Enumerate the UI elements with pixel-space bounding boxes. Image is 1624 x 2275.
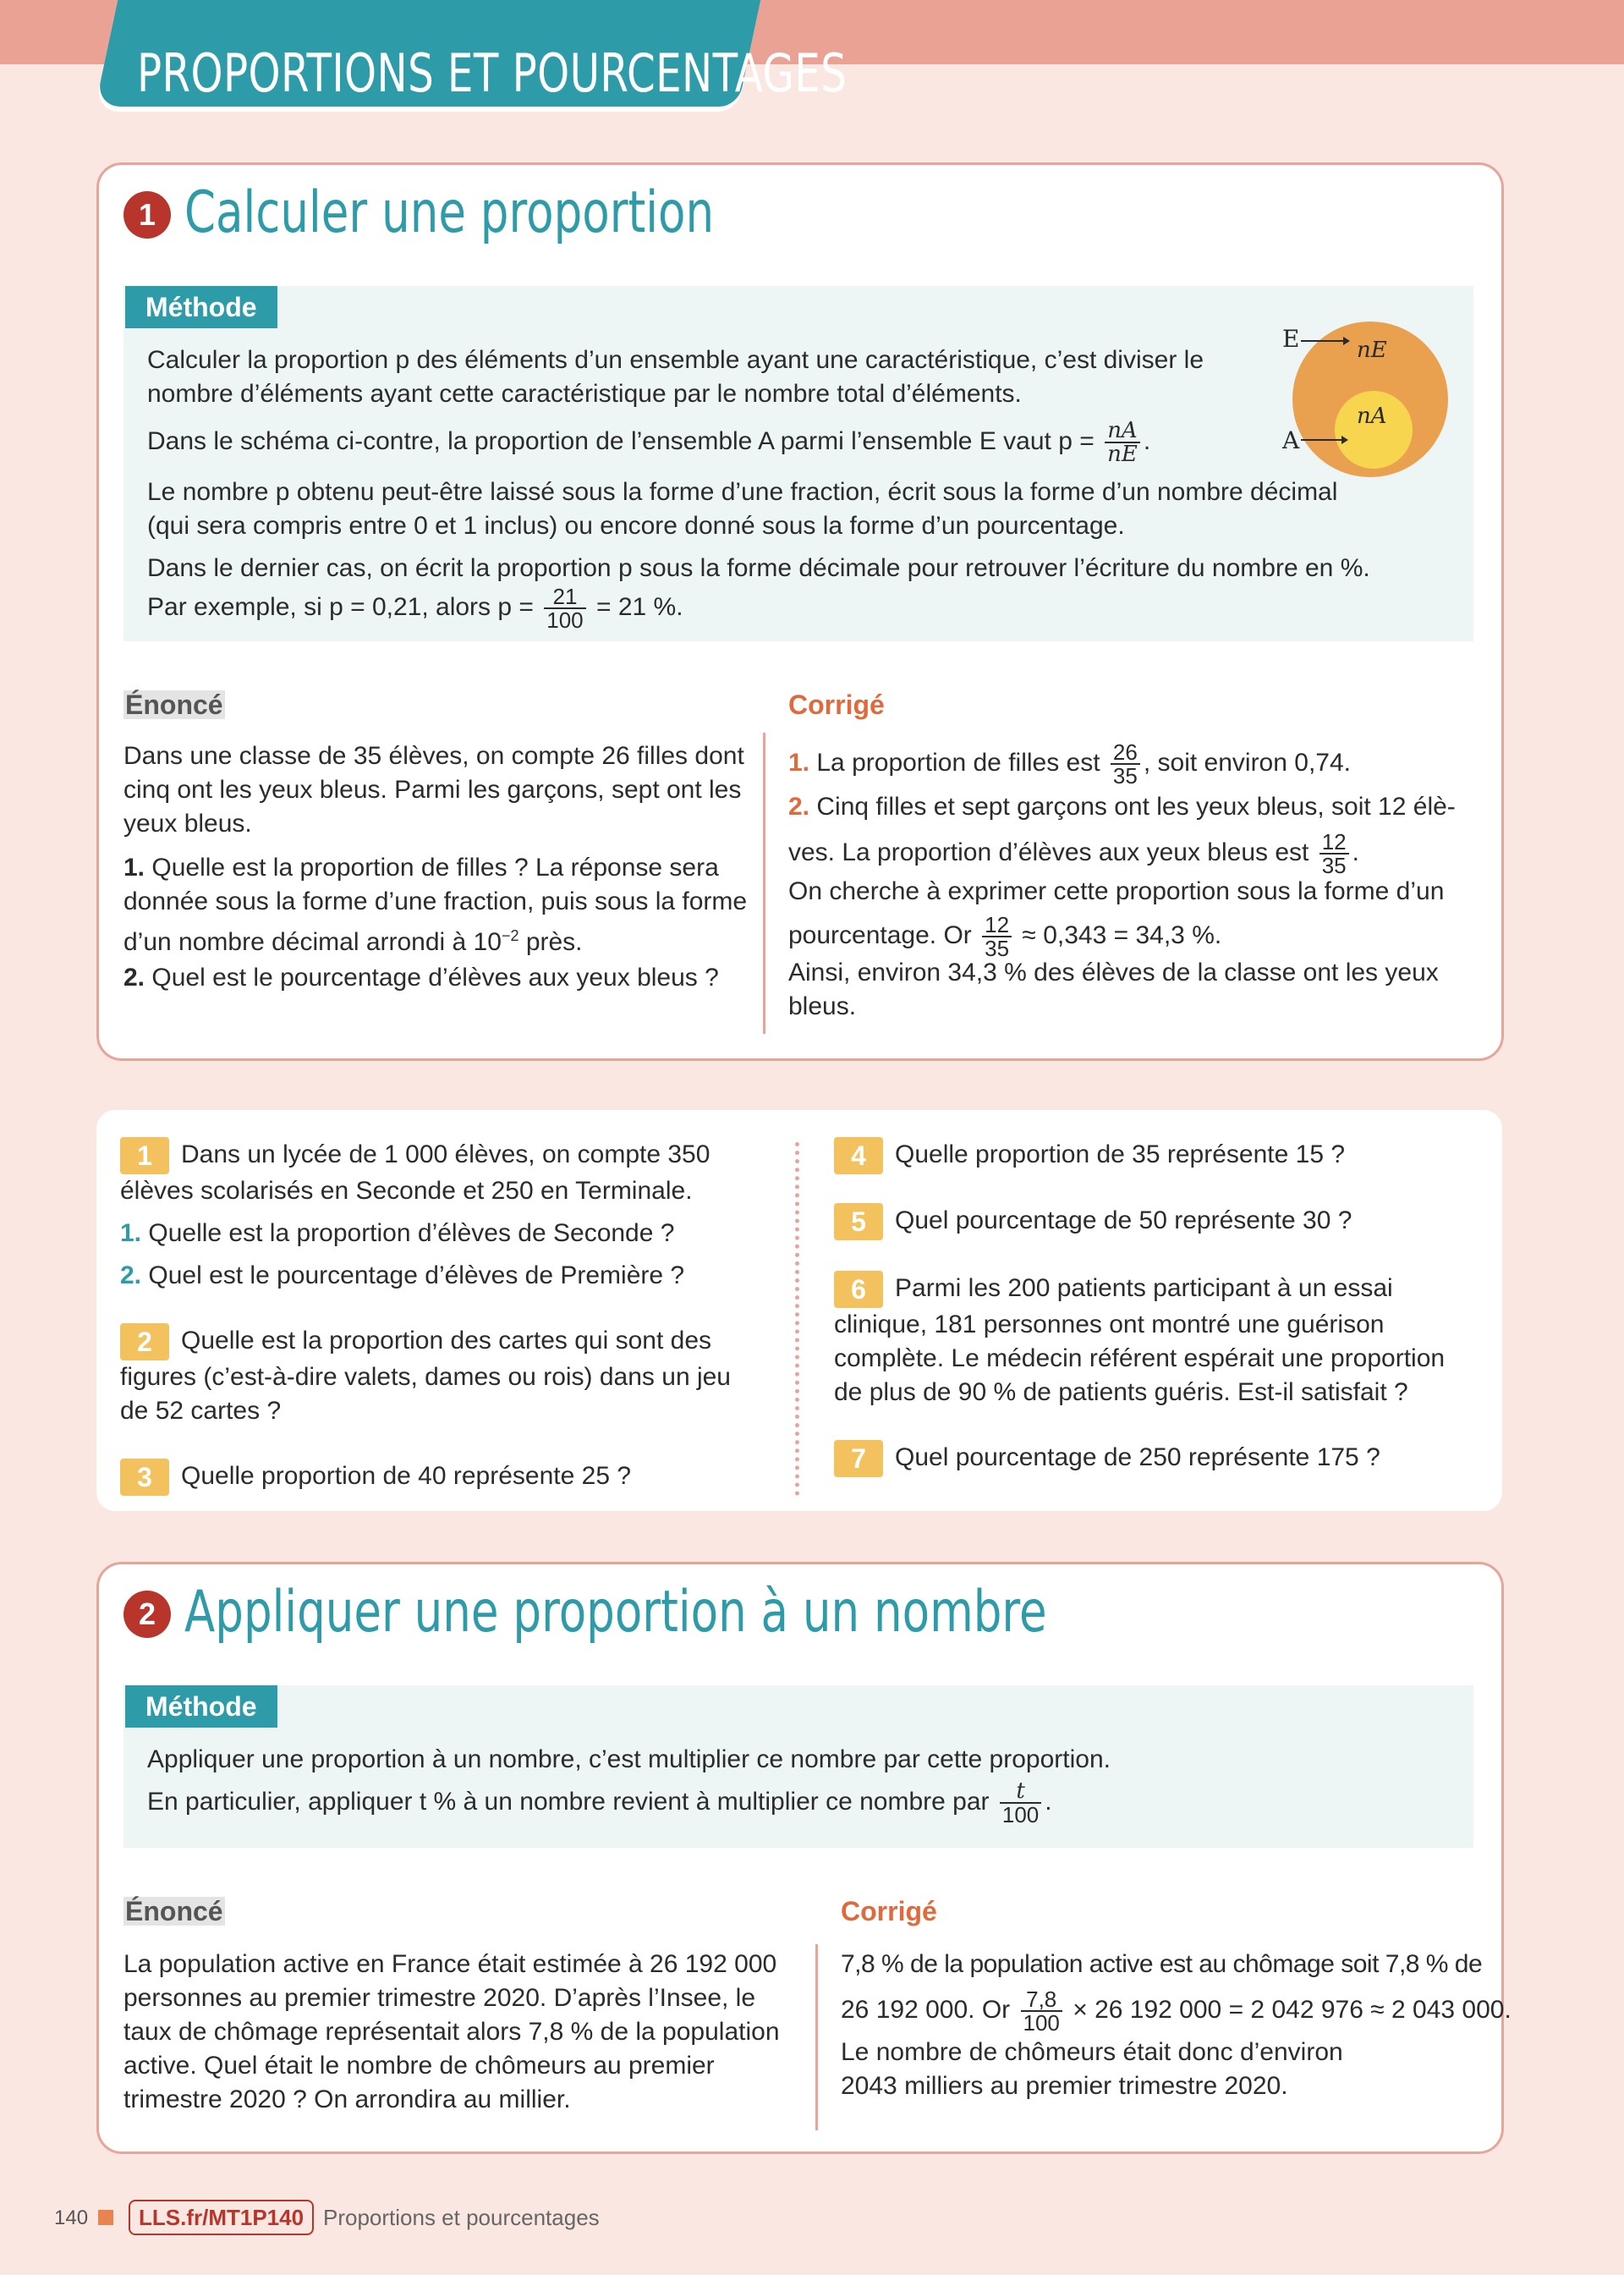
footer-square <box>98 2210 113 2225</box>
corrige-1-answer-2-line-1 <box>788 790 1456 824</box>
label-nA: nA <box>1357 404 1387 429</box>
answer-2-text: Cinq filles et sept garçons ont les yeux bleus, soit 12 élè- <box>816 793 1456 821</box>
frac-denominator: 35 <box>1112 763 1138 789</box>
footer-link[interactable]: LLS.fr/MT1P140 <box>129 2200 314 2235</box>
method-2-p2-text: En particulier, appliquer t % à un nombre revient à multiplier ce nombre par <box>147 1787 990 1816</box>
footer-chapter: Proportions et pourcentages <box>323 2205 600 2230</box>
method-1-p5-text: Par exemple, si p = 0,21, alors p = <box>147 592 534 621</box>
exercise-text: Quel pourcentage de 250 représente 175 ? <box>895 1442 1380 1471</box>
method-1-paragraph-2: Dans le schéma ci-contre, la proportion de l’ensemble A parmi l’ensemble E vaut p = $\frac{nA}{nE}$ . <box>147 418 1151 467</box>
method-2-paragraph-1: Appliquer une proportion à un nombre, c’est multiplier ce nombre par cette proportion. <box>147 1745 1111 1773</box>
exercise-number: 4 <box>834 1137 883 1174</box>
exercise-number: 2 <box>120 1323 169 1360</box>
label-A: A <box>1282 426 1300 454</box>
fraction-7-8-100 <box>1021 1988 1062 2034</box>
question-text: Quel est le pourcentage d’élèves de Première ? <box>148 1261 685 1289</box>
method-label-1: Méthode <box>125 286 277 328</box>
enonce-1-text: Dans une classe de 35 élèves, on compte 26 filles dont cinq ont les yeux bleus. Parmi les garçons, sept ont les yeux bleus. <box>123 742 744 838</box>
q2-number: 2. <box>123 964 145 992</box>
question-text: Quelle est la proportion d’élèves de Seconde ? <box>148 1219 675 1247</box>
q1-exponent: −2 <box>501 927 519 944</box>
exercise-number: 3 <box>120 1459 169 1496</box>
exercise-text: Dans un lycée de 1 000 élèves, on compte 350 élèves scolarisés en Seconde et 250 en Terminale. <box>120 1140 710 1205</box>
frac-numerator: t <box>1000 1780 1041 1804</box>
exercise-number: 7 <box>834 1440 883 1477</box>
exercise-text: Quel pourcentage de 50 représente 30 ? <box>895 1206 1352 1234</box>
corrige-1-divider <box>763 733 765 1034</box>
q1-text: Quelle est la proportion de filles ? La réponse sera donnée sous la forme d’une fraction, puis sous la forme d’un nombre décimal arrondi à 10 <box>123 854 748 956</box>
exercise-text: Quelle proportion de 40 représente 25 ? <box>181 1461 632 1490</box>
method-1-paragraph-4: Dans le dernier cas, on écrit la proportion p sous la forme décimale pour retrouver l’écriture du nombre en %. <box>147 554 1370 582</box>
answer-2-number: 2. <box>788 793 810 821</box>
corrige-label-1: Corrigé <box>788 690 885 720</box>
method-1-paragraph-1: Calculer la proportion p des éléments d’un ensemble ayant une caractéristique, c’est diviser le nombre d’éléments ayant cette caractéristique par le nombre total d’éléments. <box>147 346 1204 408</box>
corrige-1-answer-1 <box>788 741 1351 787</box>
method-label-2: Méthode <box>125 1685 277 1728</box>
answer-1-number: 1. <box>788 748 810 777</box>
section-2-title: Appliquer une proportion à un nombre <box>184 1579 1047 1646</box>
corrige-2-line-1: 7,8 % de la population active est au chômage soit 7,8 % de <box>841 1950 1483 1978</box>
fraction-t-100 <box>1000 1780 1041 1826</box>
fraction-12-35-b <box>982 914 1012 959</box>
answer-3-text: pourcentage. Or <box>788 920 972 949</box>
chapter-title: PROPORTIONS ET POURCENTAGES <box>137 42 848 104</box>
venn-diagram <box>1269 313 1472 491</box>
answer-1-end: , soit environ 0,74. <box>1143 748 1351 777</box>
section-2-number: 2 <box>123 1591 171 1638</box>
method-1-p2-text: Dans le schéma ci-contre, la proportion de l’ensemble A parmi l’ensemble E vaut p = <box>147 426 1095 455</box>
frac-denominator: 100 <box>1001 1802 1040 1827</box>
frac-denominator: 100 <box>546 607 584 633</box>
corrige-2-divider <box>815 1944 818 2130</box>
fraction-nA-nE <box>1105 420 1140 465</box>
exercise-2[interactable] <box>120 1323 763 1428</box>
exercise-text: Quelle proportion de 35 représente 15 ? <box>895 1140 1346 1168</box>
frac-numerator: nA <box>1105 420 1140 443</box>
exercise-text: Quelle est la proportion des cartes qui sont des figures (c’est-à-dire valets, dames ou rois) dans un jeu de 52 cartes ? <box>120 1326 731 1425</box>
page-number: 140 <box>54 2206 89 2229</box>
exercise-5[interactable] <box>834 1203 1477 1240</box>
fraction-21-100 <box>544 585 585 631</box>
section-1-title: Calculer une proportion <box>184 179 715 246</box>
question-number: 1. <box>120 1219 142 1247</box>
frac-numerator: 12 <box>982 914 1012 937</box>
frac-numerator: 26 <box>1111 741 1140 765</box>
method-1-paragraph-3: Le nombre p obtenu peut-être laissé sous la forme d’une fraction, écrit sous la forme d’un nombre décimal (qui sera compris entre 0 et 1 inclus) ou encore donné sous la forme d’un pourcentage. <box>147 478 1338 540</box>
enonce-label-1: Énoncé <box>125 690 223 720</box>
frac-numerator: 7,8 <box>1021 1988 1062 2012</box>
frac-denominator: 35 <box>985 936 1010 961</box>
corrige-1-conclusion: Ainsi, environ 34,3 % des élèves de la classe ont les yeux bleus. <box>788 959 1439 1020</box>
enonce-1-question-2 <box>123 961 749 995</box>
corrige-1-answer-3-line-1: On cherche à exprimer cette proportion sous la forme d’un <box>788 877 1445 905</box>
exercise-text: Parmi les 200 patients participant à un essai clinique, 181 personnes ont montré une guérison complète. Le médecin référent espérait une proportion de plus de 90 % de patients guéris. Est-il satisfait ? <box>834 1273 1446 1406</box>
answer-2-line-2-text: ves. La proportion d’élèves aux yeux bleus est <box>788 838 1309 866</box>
exercise-7[interactable] <box>834 1440 1477 1477</box>
method-1-p5-end: = 21 %. <box>596 592 683 621</box>
section-1-number: 1 <box>123 191 171 239</box>
exercise-1[interactable] <box>120 1137 763 1208</box>
label-nE: nE <box>1357 338 1387 363</box>
q1-number: 1. <box>123 854 145 882</box>
frac-denominator: 35 <box>1321 853 1347 878</box>
enonce-2-text: La population active en France était estimée à 26 192 000 personnes au premier trimestre 2020. D’après l’Insee, le taux de chômage représentait alors 7,8 % de la population active. Quel était le nombre de chômeurs au premier trimestre 2020 ? On arrondira au millier. <box>123 1950 780 2113</box>
answer-3-end: ≈ 0,343 = 34,3 %. <box>1022 920 1222 949</box>
corrige-2-conclusion: Le nombre de chômeurs était donc d’environ 2043 milliers au premier trimestre 2020. <box>841 2038 1343 2100</box>
method-1-paragraph-5 <box>147 585 993 631</box>
exercise-number: 5 <box>834 1203 883 1240</box>
q2-text: Quel est le pourcentage d’élèves aux yeux bleus ? <box>151 964 719 992</box>
exercise-6[interactable] <box>834 1271 1477 1410</box>
corrige-2-line-2 <box>841 1988 1512 2034</box>
corrige-2-line-2-text: 26 192 000. Or <box>841 1995 1011 2024</box>
exercise-4[interactable] <box>834 1137 1477 1174</box>
corrige-2-line-2-end: × 26 192 000 = 2 042 976 ≈ 2 043 000. <box>1073 1995 1512 2024</box>
fraction-12-35 <box>1320 831 1349 876</box>
exercise-3[interactable] <box>120 1459 763 1496</box>
enonce-label-2: Énoncé <box>125 1896 223 1926</box>
exercise-number: 1 <box>120 1137 169 1174</box>
set-A-circle <box>1335 391 1413 469</box>
corrige-1-answer-3-line-2 <box>788 914 1221 959</box>
enonce-1-question-1 <box>123 851 749 959</box>
q1-end: près. <box>525 928 583 956</box>
frac-denominator: nE <box>1107 442 1138 467</box>
exercise-1-question-1 <box>120 1217 763 1250</box>
exercise-1-question-2 <box>120 1259 763 1293</box>
question-number: 2. <box>120 1261 142 1289</box>
frac-numerator: 21 <box>544 585 585 609</box>
exercise-number: 6 <box>834 1271 883 1308</box>
label-E: E <box>1282 325 1300 353</box>
corrige-label-2: Corrigé <box>841 1896 937 1926</box>
method-2-paragraph-2: En particulier, appliquer t % à un nombre revient à multiplier ce nombre par $\frac{t}{100}$ . <box>147 1778 1052 1827</box>
answer-1-text: La proportion de filles est <box>816 748 1100 777</box>
corrige-1-answer-2-line-2: ves. La proportion d’élèves aux yeux bleus est $\frac{12}{35}$ . <box>788 829 1359 878</box>
fraction-26-35 <box>1111 741 1140 787</box>
exercises-divider <box>795 1142 799 1496</box>
frac-denominator: 100 <box>1023 2010 1060 2036</box>
frac-numerator: 12 <box>1320 831 1349 854</box>
